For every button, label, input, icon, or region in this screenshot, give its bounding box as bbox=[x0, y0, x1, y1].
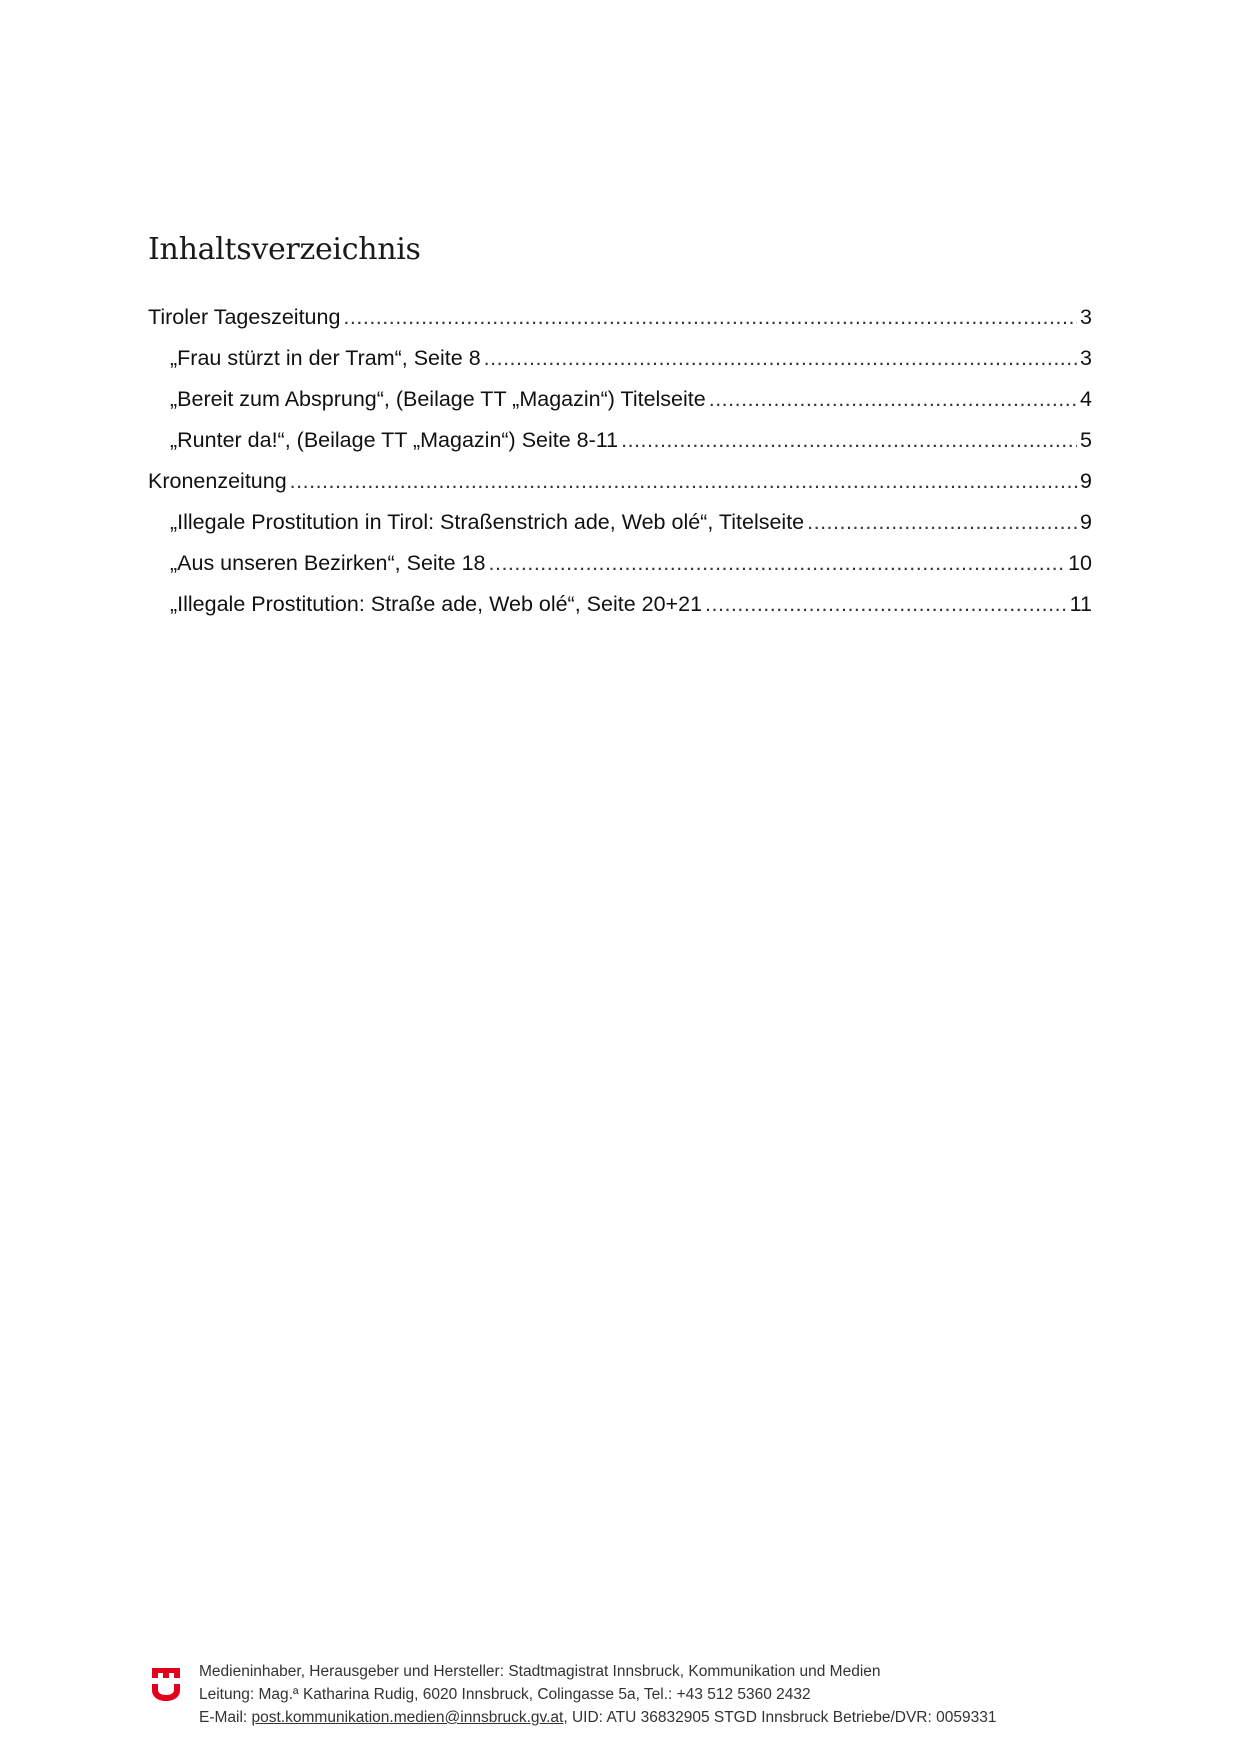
toc-entry-page: 3 bbox=[1080, 346, 1092, 370]
footer-line-management: Leitung: Mag.ª Katharina Rudig, 6020 Innsbruck, Colingasse 5a, Tel.: +43 512 5360 2432 bbox=[199, 1686, 811, 1703]
toc-entry-title: Kronenzeitung bbox=[148, 469, 287, 493]
toc-entry-title: „Illegale Prostitution in Tirol: Straßenstrich ade, Web olé“, Titelseite bbox=[170, 510, 805, 534]
toc-entry-runter-da[interactable] bbox=[148, 428, 1092, 469]
toc-entry-title: „Runter da!“, (Beilage TT „Magazin“) Seite 8-11 bbox=[170, 428, 619, 452]
toc-entry-page: 4 bbox=[1080, 387, 1092, 411]
logo-upper-shape bbox=[152, 1668, 180, 1678]
table-of-contents bbox=[148, 305, 1092, 633]
toc-leader-dots bbox=[290, 469, 1077, 494]
footer-email-label: E-Mail: bbox=[199, 1709, 252, 1726]
toc-leader-dots bbox=[489, 551, 1066, 576]
toc-entry-tiroler-tageszeitung[interactable] bbox=[148, 305, 1092, 346]
toc-entry-title: „Illegale Prostitution: Straße ade, Web olé“, Seite 20+21 bbox=[170, 592, 703, 616]
innsbruck-logo-icon bbox=[150, 1666, 182, 1702]
toc-entry-illegale-prostitution-tirol[interactable] bbox=[148, 510, 1092, 551]
toc-entry-bereit-zum-absprung[interactable] bbox=[148, 387, 1092, 428]
footer-line-contact bbox=[199, 1706, 996, 1729]
toc-entry-title: Tiroler Tageszeitung bbox=[148, 305, 341, 329]
toc-entry-kronenzeitung[interactable] bbox=[148, 469, 1092, 510]
toc-leader-dots bbox=[343, 305, 1077, 330]
toc-leader-dots bbox=[705, 592, 1067, 617]
toc-entry-page: 9 bbox=[1080, 510, 1092, 534]
toc-entry-title: „Bereit zum Absprung“, (Beilage TT „Magazin“) Titelseite bbox=[170, 387, 706, 411]
toc-leader-dots bbox=[709, 387, 1077, 412]
footer-imprint bbox=[199, 1660, 996, 1729]
toc-leader-dots bbox=[807, 510, 1077, 535]
toc-entry-page: 9 bbox=[1080, 469, 1092, 493]
page-footer bbox=[150, 1660, 1110, 1732]
toc-entry-title: „Frau stürzt in der Tram“, Seite 8 bbox=[170, 346, 481, 370]
toc-entry-illegale-prostitution-web[interactable] bbox=[148, 592, 1092, 633]
footer-line-publisher: Medieninhaber, Herausgeber und Hersteller: Stadtmagistrat Innsbruck, Kommunikation und Medien bbox=[199, 1663, 881, 1680]
toc-leader-dots bbox=[621, 428, 1077, 453]
toc-entry-page: 5 bbox=[1080, 428, 1092, 452]
toc-entry-frau-stuerzt[interactable] bbox=[148, 346, 1092, 387]
footer-line-ids: , UID: ATU 36832905 STGD Innsbruck Betriebe/DVR: 0059331 bbox=[563, 1709, 997, 1726]
footer-email-link[interactable]: post.kommunikation.medien@innsbruck.gv.at bbox=[251, 1709, 564, 1726]
toc-entry-page: 11 bbox=[1069, 592, 1092, 616]
toc-entry-page: 10 bbox=[1068, 551, 1092, 575]
toc-entry-page: 3 bbox=[1080, 305, 1092, 329]
toc-heading: Inhaltsverzeichnis bbox=[148, 232, 421, 267]
toc-entry-title: „Aus unseren Bezirken“, Seite 18 bbox=[170, 551, 486, 575]
toc-entry-aus-unseren-bezirken[interactable] bbox=[148, 551, 1092, 592]
logo-lower-shape bbox=[152, 1684, 180, 1701]
toc-leader-dots bbox=[484, 346, 1077, 371]
